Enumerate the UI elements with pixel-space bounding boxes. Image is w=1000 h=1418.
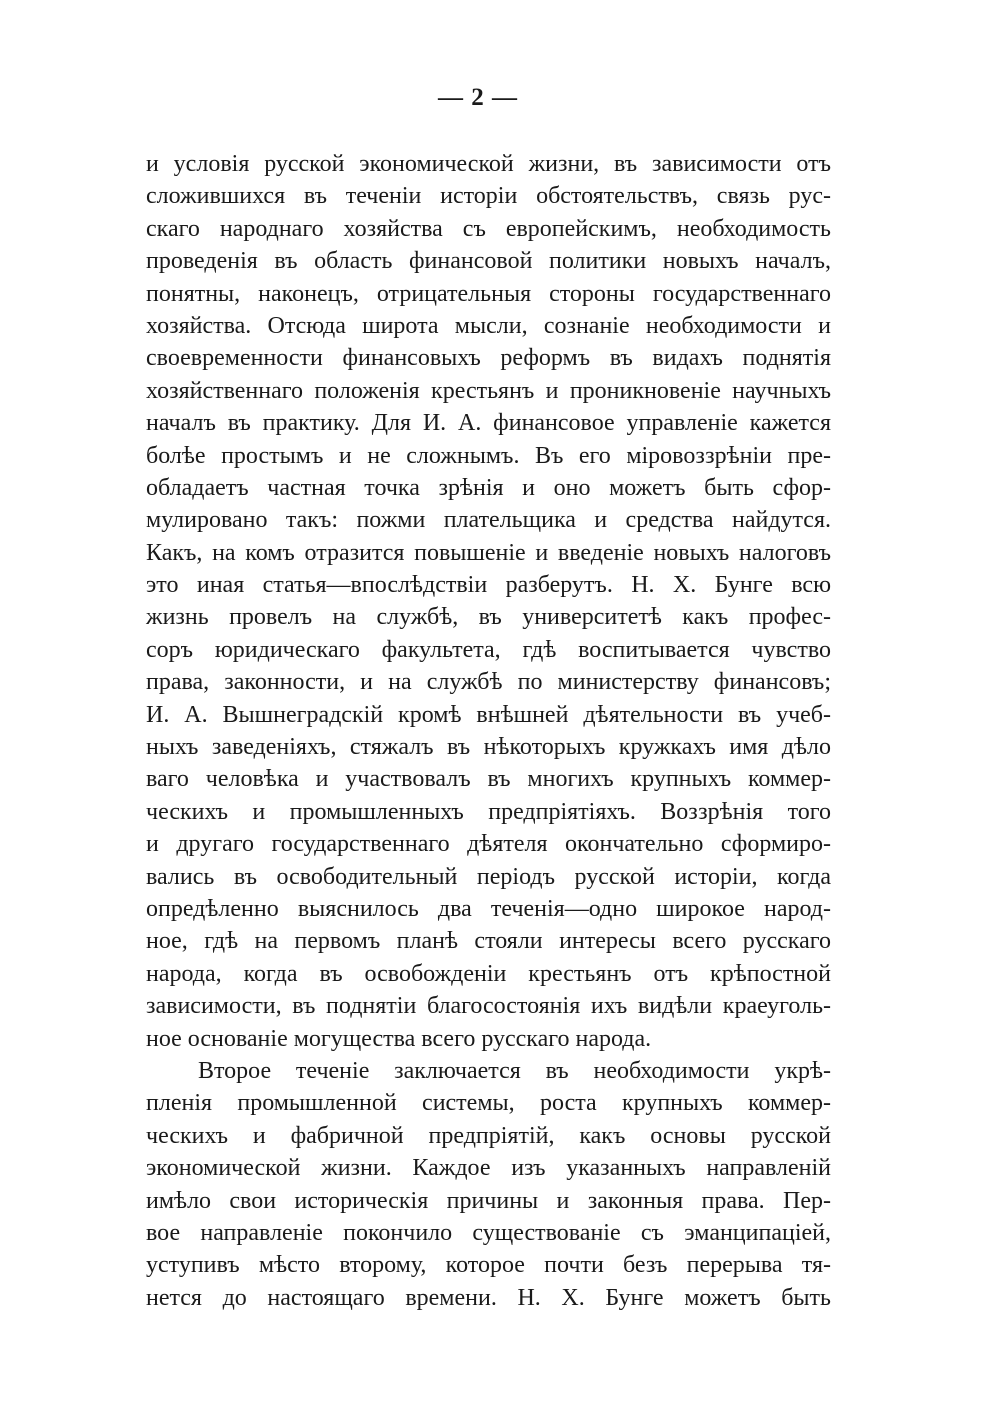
text-line: и другаго государственнаго дѣятеля окончательно сформиро- [146,831,831,858]
text-line: ныхъ заведеніяхъ, стяжалъ въ нѣкоторыхъ кружкахъ имя дѣло [146,734,831,761]
text-line: своевременности финансовыхъ реформъ въ видахъ поднятія [146,345,831,372]
text-line: ное, гдѣ на первомъ планѣ стояли интересы всего русскаго [146,928,831,955]
text-line: ваго человѣка и участвовалъ въ многихъ крупныхъ коммер- [146,766,831,793]
text-line: проведенія въ область финансовой политики новыхъ началъ, [146,248,831,275]
text-line: ческихъ и промышленныхъ предпріятіяхъ. Воззрѣнія того [146,798,831,825]
text-line: ческихъ и фабричной предпріятій, какъ основы русской [146,1122,831,1149]
text-line: скаго народнаго хозяйства съ европейскимъ, необходимость [146,215,831,242]
text-line: мулировано такъ: пожми плательщика и средства найдутся. [146,507,831,534]
text-line: сложившихся въ теченіи исторіи обстоятельствъ, связь рус- [146,183,831,210]
page-number: — 2 — [438,84,518,111]
text-line-paragraph-end: ное основаніе могущества всего русскаго народа. [146,1025,652,1052]
body-text [146,148,831,1314]
text-line: нется до настоящаго времени. Н. Х. Бунге можетъ быть [146,1284,831,1311]
text-line: вались въ освободительный періодъ русской исторіи, когда [146,863,831,890]
text-line: это иная статья—впослѣдствіи разберутъ. Н. Х. Бунге всю [146,572,831,599]
text-line: права, законности, и на службѣ по министерству финансовъ; [146,669,831,696]
text-line: народа, когда въ освобожденіи крестьянъ отъ крѣпостной [146,960,831,987]
text-line: болѣе простымъ и не сложнымъ. Въ его міровоззрѣніи пре- [146,442,831,469]
text-line: пленія промышленной системы, роста крупныхъ коммер- [146,1090,831,1117]
text-line: и условія русской экономической жизни, въ зависимости отъ [146,151,831,177]
text-line: обладаетъ частная точка зрѣнія и оно можетъ быть сфор- [146,474,831,501]
text-line-paragraph-start: Второе теченіе заключается въ необходимости укрѣ- [198,1057,831,1084]
text-line: имѣло свои историческія причины и законныя права. Пер- [146,1187,831,1214]
text-line: зависимости, въ поднятіи благосостоянія ихъ видѣли краеуголь- [146,993,831,1020]
text-line: вое направленіе покончило существованіе съ эманципаціей, [146,1219,831,1246]
text-line: понятны, наконецъ, отрицательныя стороны государственнаго [146,280,831,307]
text-line: хозяйственнаго положенія крестьянъ и проникновеніе научныхъ [146,377,831,404]
text-line: жизнь провелъ на службѣ, въ университетѣ какъ профес- [146,604,831,631]
text-line: Какъ, на комъ отразится повышеніе и введеніе новыхъ налоговъ [146,539,831,566]
text-line: началъ въ практику. Для И. А. финансовое управленіе кажется [146,410,831,437]
text-line: экономической жизни. Каждое изъ указанныхъ направленій [146,1155,831,1182]
text-line: соръ юридическаго факультета, гдѣ воспитывается чувство [146,636,831,663]
text-line: уступивъ мѣсто второму, которое почти безъ перерыва тя- [146,1252,831,1279]
text-line: хозяйства. Отсюда широта мысли, сознаніе необходимости и [146,312,831,339]
text-line: И. А. Вышнеградскій кромѣ внѣшней дѣятельности въ учеб- [146,701,831,728]
text-line: опредѣленно выяснилось два теченія—одно широкое народ- [146,895,831,922]
